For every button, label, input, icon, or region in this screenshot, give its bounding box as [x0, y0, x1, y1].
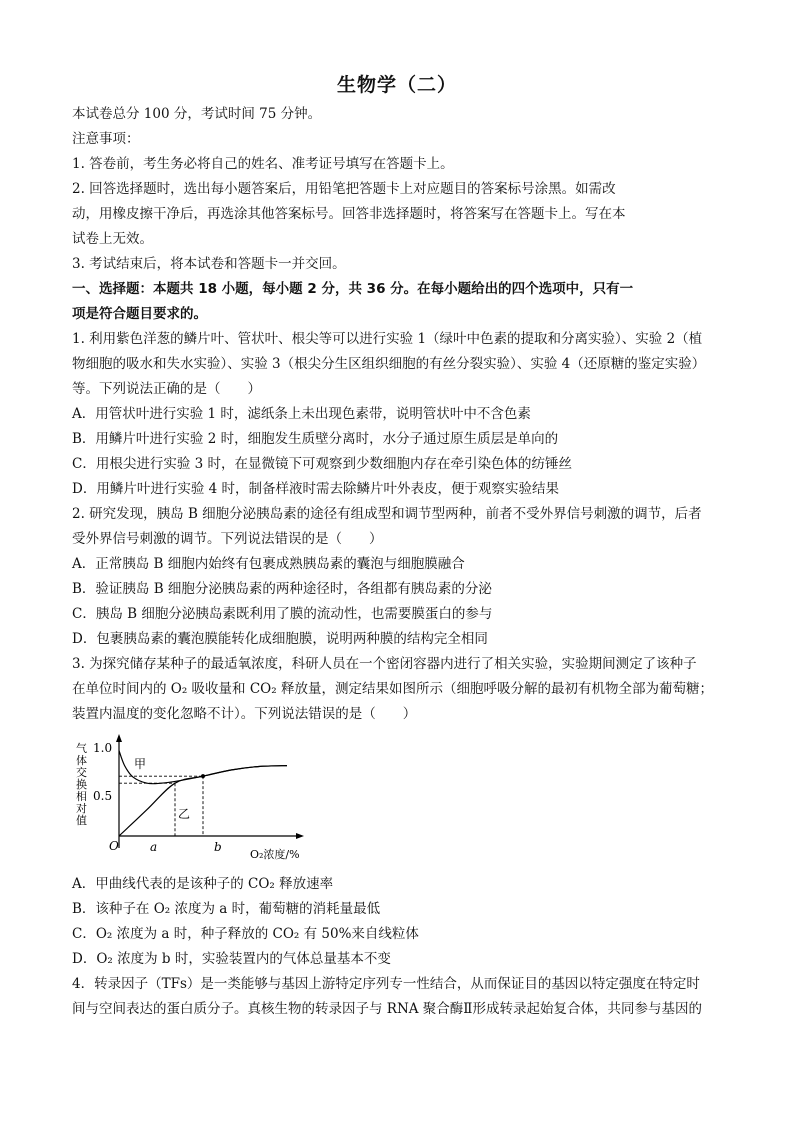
q2-stem-b: 受外界信号刺激的调节。下列说法错误的是（ ） — [72, 531, 383, 547]
y-axis-label-char: 换 — [76, 778, 87, 791]
q1-option-d: D．用鳞片叶进行实验 4 时，制备样液时需去除鳞片叶外表皮，便于观察实验结果 — [72, 481, 559, 497]
q1-option-a: A．用管状叶进行实验 1 时，滤纸条上未出现色素带，说明管状叶中不含色素 — [72, 406, 531, 422]
series-label-jia: 甲 — [134, 757, 147, 771]
y-axis-arrow — [116, 734, 122, 742]
notice-item-2b: 动，用橡皮擦干净后，再选涂其他答案标号。回答非选择题时，将答案写在答题卡上。写在本 — [72, 206, 626, 222]
y-axis-label-char: 交 — [76, 766, 87, 779]
q2-option-d: D．包裹胰岛素的囊泡膜能转化成细胞膜，说明两种膜的结构完全相同 — [72, 631, 488, 647]
x-axis-label: O₂浓度/% — [250, 848, 300, 861]
notice-item-1: 1. 答卷前，考生务必将自己的姓名、准考证号填写在答题卡上。 — [72, 156, 454, 172]
q2-stem-a: 2. 研究发现，胰岛 B 细胞分泌胰岛素的途径有组成型和调节型两种，前者不受外界信号刺激的调节，后者 — [72, 506, 702, 522]
q3-stem-b: 在单位时间内的 O₂ 吸收量和 CO₂ 释放量，测定结果如图所示（细胞呼吸分解的最初有机物全部为葡萄糖； — [72, 681, 713, 697]
section-heading-b: 项是符合题目要求的。 — [72, 306, 207, 322]
q3-option-c: C．O₂ 浓度为 a 时，种子释放的 CO₂ 有 50%来自线粒体 — [72, 926, 419, 942]
q2-option-c: C．胰岛 B 细胞分泌胰岛素既利用了膜的流动性，也需要膜蛋白的参与 — [72, 606, 493, 622]
notice-item-2a: 2. 回答选择题时，选出每小题答案后，用铅笔把答题卡上对应题目的答案标号涂黑。如需改 — [72, 181, 616, 197]
y-axis-label-char: 对 — [76, 802, 87, 815]
q4-stem-a: 4．转录因子（TFs）是一类能够与基因上游特定序列专一性结合，从而保证目的基因以特定强度在特定时 — [72, 976, 700, 992]
x-tick-a: a — [150, 840, 158, 854]
q3-option-b: B．该种子在 O₂ 浓度为 a 时，葡萄糖的消耗量最低 — [72, 901, 381, 917]
series-label-yi: 乙 — [178, 807, 191, 821]
q4-stem-b: 间与空间表达的蛋白质分子。真核生物的转录因子与 RNA 聚合酶Ⅱ形成转录起始复合体，共同参与基因的 — [72, 1001, 702, 1017]
y-axis-label-char: 值 — [76, 814, 87, 827]
q1-stem-c: 等。下列说法正确的是（ ） — [72, 381, 261, 397]
q1-option-b: B．用鳞片叶进行实验 2 时，细胞发生质壁分离时，水分子通过原生质层是单向的 — [72, 431, 559, 447]
intro-score-time: 本试卷总分 100 分，考试时间 75 分钟。 — [72, 106, 322, 122]
notice-item-2c: 试卷上无效。 — [72, 231, 153, 247]
q3-option-d: D．O₂ 浓度为 b 时，实验装置内的气体总量基本不变 — [72, 951, 391, 967]
notice-item-3: 3. 考试结束后，将本试卷和答题卡一并交回。 — [72, 256, 346, 272]
origin-label: O — [109, 839, 119, 853]
y-axis-label-char: 气 — [76, 742, 87, 755]
y-axis-label — [76, 741, 87, 827]
q1-stem-b: 物细胞的吸水和失水实验）、实验 3（根尖分生区组织细胞的有丝分裂实验）、实验 4（还原糖的鉴定实验） — [72, 356, 706, 372]
y-axis-label-char: 相 — [76, 790, 87, 803]
q3-chart — [74, 730, 314, 865]
q1-option-c: C．用根尖进行实验 3 时，在显微镜下可观察到少数细胞内存在牵引染色体的纺锤丝 — [72, 456, 572, 472]
x-tick-b: b — [214, 840, 222, 854]
q2-option-b: B．验证胰岛 B 细胞分泌胰岛素的两种途径时，各组都有胰岛素的分泌 — [72, 581, 492, 597]
notice-heading: 注意事项： — [72, 131, 140, 147]
section-heading-a: 一、选择题：本题共 18 小题，每小题 2 分，共 36 分。在每小题给出的四个选项中，只有一 — [72, 281, 634, 297]
y-tick-1: 1.0 — [93, 741, 113, 755]
x-axis-arrow — [296, 833, 304, 839]
intersection-point — [201, 774, 205, 778]
q3-option-a: A．甲曲线代表的是该种子的 CO₂ 释放速率 — [72, 876, 334, 892]
q3-stem-a: 3. 为探究储存某种子的最适氧浓度，科研人员在一个密闭容器内进行了相关实验，实验期间测定了该种子 — [72, 656, 697, 672]
y-tick-05: 0.5 — [93, 789, 113, 803]
page-title: 生物学（二） — [336, 74, 457, 96]
y-axis-label-char: 体 — [76, 754, 87, 767]
q3-stem-c: 装置内温度的变化忽略不计）。下列说法错误的是（ ） — [72, 706, 417, 722]
q2-option-a: A．正常胰岛 B 细胞内始终有包裹成熟胰岛素的囊泡与细胞膜融合 — [72, 556, 465, 572]
q1-stem-a: 1. 利用紫色洋葱的鳞片叶、管状叶、根尖等可以进行实验 1（绿叶中色素的提取和分离实验）、实验 2（植 — [72, 331, 703, 347]
